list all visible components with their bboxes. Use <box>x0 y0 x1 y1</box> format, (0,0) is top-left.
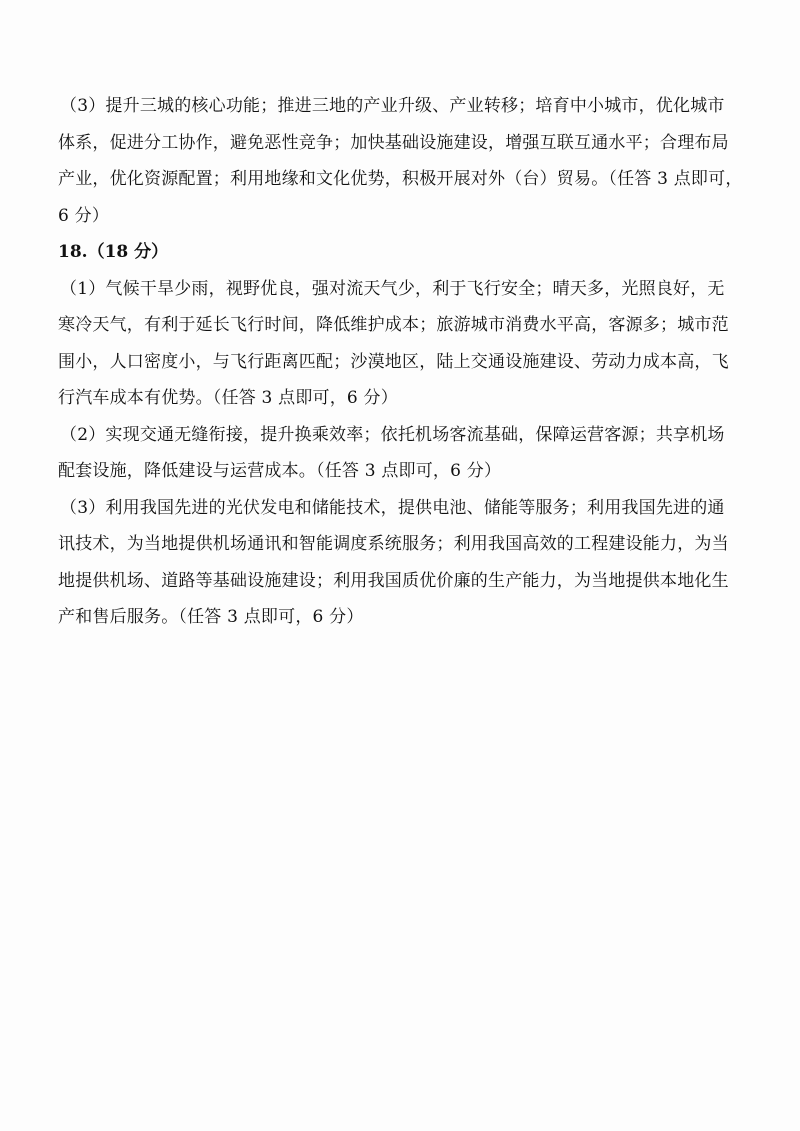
text-line: 产业，优化资源配置；利用地缘和文化优势，积极开展对外（台）贸易。（任答 3 点即可， <box>58 169 743 189</box>
text-line: 寒冷天气，有利于延长飞行时间，降低维护成本；旅游城市消费水平高，客源多；城市范 <box>58 315 729 335</box>
text-line: 讯技术，为当地提供机场通讯和智能调度系统服务；利用我国高效的工程建设能力，为当 <box>58 534 729 554</box>
q18-heading: 18.（18 分） <box>58 242 169 262</box>
text-line: （1）气候干旱少雨，视野优良，强对流天气少，利于飞行安全；晴天多，光照良好，无 <box>60 278 725 299</box>
q18-part3-paragraph <box>58 490 758 636</box>
text-line: 地提供机场、道路等基础设施建设；利用我国质优价廉的生产能力，为当地提供本地化生 <box>58 570 729 591</box>
text-line: 6 分） <box>58 205 110 226</box>
text-line: 体系，促进分工协作，避免恶性竞争；加快基础设施建设，增强互联互通水平；合理布局 <box>58 132 729 153</box>
q18-part1-paragraph <box>58 271 758 417</box>
text-line: （3）提升三城的核心功能；推进三地的产业升级、产业转移；培育中小城市，优化城市 <box>60 96 725 116</box>
text-line: 行汽车成本有优势。（任答 3 点即可，6 分） <box>58 388 398 408</box>
q17-part3-paragraph <box>58 88 758 234</box>
text-line: （2）实现交通无缝衔接，提升换乘效率；依托机场客流基础，保障运营客源；共享机场 <box>60 424 725 445</box>
text-line: （3）利用我国先进的光伏发电和储能技术，提供电池、储能等服务；利用我国先进的通 <box>60 497 725 518</box>
answer-content <box>58 88 758 636</box>
text-line: 产和售后服务。（任答 3 点即可，6 分） <box>58 607 364 627</box>
text-line: 配套设施，降低建设与运营成本。（任答 3 点即可，6 分） <box>58 461 502 481</box>
text-line: 围小，人口密度小，与飞行距离匹配；沙漠地区，陆上交通设施建设、劳动力成本高，飞 <box>58 351 729 372</box>
q18-part2-paragraph <box>58 417 758 490</box>
